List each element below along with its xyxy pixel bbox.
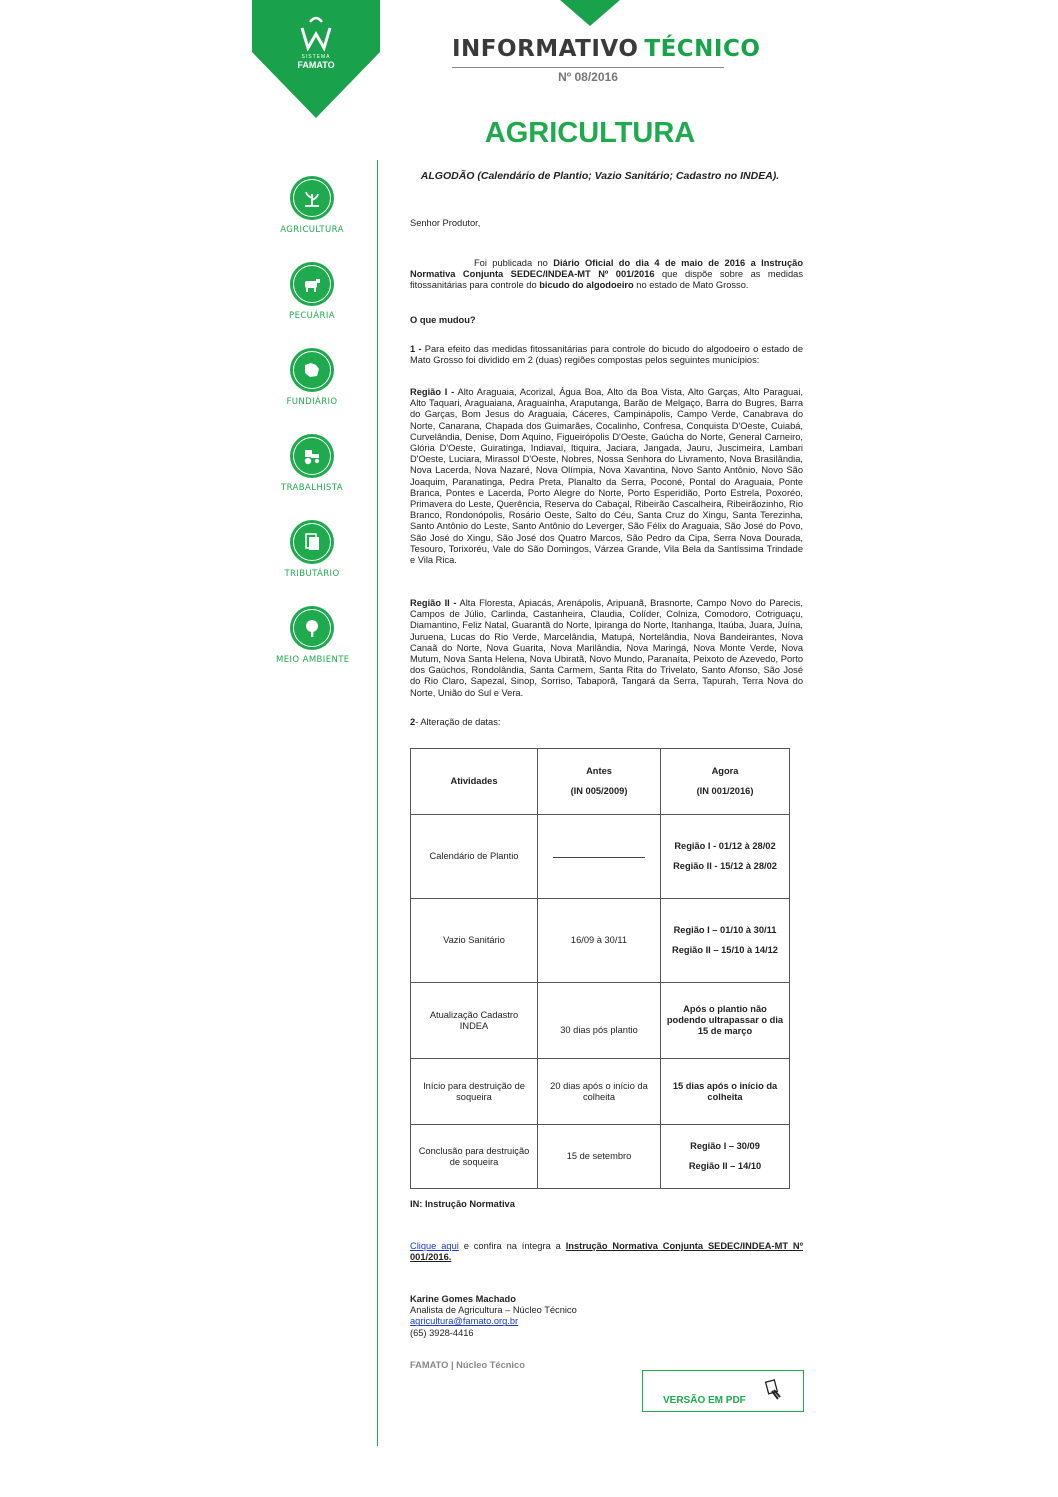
row-activity: Vazio Sanitário [411,899,538,983]
row-now [661,1125,790,1189]
click-here-link[interactable]: Clique aqui [410,1241,459,1251]
content-divider-line [377,160,378,1446]
documents-icon [290,520,334,564]
table-row [411,1059,790,1125]
header-title-main: INFORMATIVO [452,36,639,62]
row-now-line-2: Região II - 15/12 à 28/02 [673,861,777,871]
region-1-paragraph [410,387,803,566]
sidebar-item-trabalhista[interactable] [276,434,348,493]
cta-paragraph [410,1241,803,1263]
sidebar-item-label: TRABALHISTA [281,483,343,493]
row-now: Após o plantio não podendo ultrapassar o dia 15 de março [661,983,790,1059]
logo-name: FAMATO [297,60,335,70]
signature-name: Karine Gomes Machado [410,1294,516,1304]
intro-text-1: Foi publicada no [474,258,554,268]
region-2-label: Região II - [410,598,457,608]
row-activity: Calendário de Plantio [411,815,538,899]
intro-paragraph [410,258,803,292]
header-now-reference: (IN 001/2016) [696,786,754,796]
table-header-row [411,749,790,815]
item-2-number: 2 [410,717,416,727]
item-1-paragraph [410,344,803,366]
sidebar-item-tributario[interactable] [276,520,348,579]
region-2-municipalities: Alta Floresta, Apiacás, Arenápolis, Aripuanã, Brasnorte, Campo Novo do Parecis, Campos de Júlio, Carlinda, Castanheira, Claudia, Colíder, Colniza, Comodoro, Cotriguaçu, Diamantino, Feliz Natal, Guarantã do Norte, Ipiranga do Norte, Itanhanga, Itaúba, Juara, Juína, Juruena, Lucas do Rio Verde, Marcelândia, Matupá, Nortelândia, Nova Bandeirantes, Nova Canaã do Norte, Nova Guarita, Nova Marilândia, Nova Maringá, Nova Monte Verde, Nova Mutum, Nova Santa Helena, Nova Ubiratã, Novo Mundo, Paranaíta, Peixoto de Azevedo, Porto dos Gaúchos, Rondolândia, Santa Carmem, Santa Rita do Trivelato, Santo Afonso, São José do Rio Claro, Sapezal, Sinop, Sorriso, Tabaporã, Tangará da Serra, Tapurah, Terra Nova do Norte, União do Sul e Vera. [410,598,803,698]
signature-block [410,1294,803,1339]
row-before: 16/09 à 30/11 [538,899,661,983]
header-now [661,749,790,815]
greeting: Senhor Produtor, [410,218,481,228]
subject-line: ALGODÃO (Calendário de Plantio; Vazio Sanitário; Cadastro no INDEA). [420,170,780,182]
agriculture-icon [290,176,334,220]
row-before: 20 dias após o início da colheita [538,1059,661,1125]
row-now-line-2: Região II – 14/10 [688,1161,762,1171]
intro-bold-2: bicudo do algodoeiro [539,280,634,291]
row-now [661,899,790,983]
tractor-icon [290,434,334,478]
dates-table [410,748,790,1189]
signature-phone: (65) 3928-4416 [410,1327,474,1338]
intro-text-3: no estado de Mato Grosso. [633,280,749,291]
header-decoration [560,0,620,26]
signature-email[interactable]: agricultura@famato.org.br [410,1316,519,1327]
intro-bold-1: Diário Oficial do dia 4 de maio de 2016 a Instrução Normativa Conjunta SEDEC/INDEA-MT Nº 001/2016 [410,258,804,280]
land-map-icon [290,348,334,392]
header-divider [452,67,724,68]
table-row [411,1125,790,1189]
logo-top-text: SISTEMA [301,54,331,60]
livestock-icon [290,262,334,306]
row-activity: Conclusão para destruição de soqueira [411,1125,538,1189]
sidebar-item-fundiario[interactable] [276,348,348,407]
row-now-line-2: Região II – 15/10 à 14/12 [672,945,778,955]
section-title: AGRICULTURA [484,117,696,149]
row-now: 15 dias após o início da colheita [661,1059,790,1125]
empty-value-line [553,856,645,858]
table-footnote: IN: Instrução Normativa [410,1199,515,1209]
region-1-label: Região I - [410,387,455,397]
footer-text: FAMATO | Núcleo Técnico [410,1360,525,1370]
row-activity: Início para destruição de soqueira [411,1059,538,1125]
header-before [538,749,661,815]
item-1-text: Para efeito das medidas fitossanitárias para controle do bicudo do algodoeiro o estado de Mato Grosso foi dividido em 2 (duas) regiões compostas pelos seguintes municípios: [410,344,803,366]
sidebar-item-label: AGRICULTURA [280,225,344,235]
cta-text: e confira na íntegra a [458,1241,566,1251]
header-before-label: Antes [586,766,612,776]
question-heading: O que mudou? [410,315,476,325]
signature-role: Analista de Agricultura – Núcleo Técnico [410,1305,577,1316]
cta-document-name: Instrução Normativa Conjunta SEDEC/INDEA-MT Nº 001/2016. [410,1241,803,1263]
tree-icon [290,606,334,650]
sidebar-item-label: FUNDIÁRIO [286,397,338,407]
table-row [411,899,790,983]
sidebar-item-agricultura[interactable] [276,176,348,235]
row-activity: Atualização Cadastro INDEA [411,983,538,1059]
header-title [452,36,760,62]
region-2-paragraph [410,598,803,699]
header-title-accent: TÉCNICO [644,36,761,62]
header-now-label: Agora [711,766,739,776]
pdf-version-button[interactable] [642,1370,804,1412]
row-before: 30 dias pós plantio [538,983,661,1059]
row-before [538,815,661,899]
sidebar-item-label: PECUÁRIA [289,311,335,321]
sidebar-item-label: MEIO AMBIENTE [276,655,350,665]
sidebar-item-label: TRIBUTÁRIO [284,569,340,579]
intro-text-2: que dispõe sobre as medidas fitossanitárias para controle do [410,269,803,291]
item-2-heading [410,717,803,728]
header-before-reference: (IN 005/2009) [570,786,628,796]
region-1-municipalities: Alto Araguaia, Acorizal, Água Boa, Alto da Boa Vista, Alto Garças, Alto Paraguai, Alto Taquari, Araguaiana, Araguainha, Araputanga, Barão de Melgaço, Barra do Bugres, Barra do Garças, Bom Jesus do Araguaia, Cáceres, Campinápolis, Campo Verde, Canabrava do Norte, Canarana, Chapada dos Guimarães, Cocalinho, Confresa, Conquista D'Oeste, Cuiabá, Curvelândia, Denise, Dom Aquino, Figueirópolis D'Oeste, Gaúcha do Norte, General Carneiro, Glória D'Oeste, Guiratinga, Indiavaí, Itiquira, Jaciara, Jangada, Jauru, Juscimeira, Lambari D'Oeste, Luciara, Mirassol D'Oeste, Nobres, Nossa Senhora do Livramento, Nova Brasilândia, Nova Lacerda, Nova Nazaré, Nova Olímpia, Nova Xavantina, Novo Santo Antônio, Novo São Joaquim, Paranatinga, Pedra Preta, Planalto da Serra, Poconé, Pontal do Araguaia, Ponte Branca, Pontes e Lacerda, Porto Alegre do Norte, Porto Esperidião, Porto Estrela, Poxoréo, Primavera do Leste, Querência, Reserva do Cabaçal, Ribeirão Cascalheira, Ribeirãozinho, Rio Branco, Rondonópolis, Rosário Oeste, Salto do Céu, Santa Cruz do Xingu, Santa Terezinha, Santo Antônio do Leste, Santo Antônio do Leverger, São Félix do Araguaia, São José do Povo, São José do Xingu, São José dos Quatro Marcos, São Pedro da Cipa, Serra Nova Dourada, Tesouro, Torixoréu, Vale do São Domingos, Várzea Grande, Vila Bela da Santíssima Trindade e Vila Rica. [410,387,803,566]
item-2-text: - Alteração de datas: [415,717,501,727]
sidebar-item-pecuaria[interactable] [276,262,348,321]
row-now [661,815,790,899]
table-row [411,815,790,899]
row-now-line-1: Região I – 01/10 à 30/11 [673,925,777,935]
row-before: 15 de setembro [538,1125,661,1189]
table-row [411,983,790,1059]
row-now-line-1: Região I - 01/12 à 28/02 [674,841,776,851]
pdf-document-icon [763,1379,783,1401]
issue-number: Nº 08/2016 [558,70,618,84]
row-now-line-1: Região I – 30/09 [690,1141,760,1151]
header-activities: Atividades [411,749,538,815]
famato-logo[interactable] [252,0,380,118]
sidebar-item-meio-ambiente[interactable] [276,606,348,665]
pdf-button-label: VERSÃO EM PDF [663,1395,746,1406]
item-1-number: 1 - [410,344,422,354]
